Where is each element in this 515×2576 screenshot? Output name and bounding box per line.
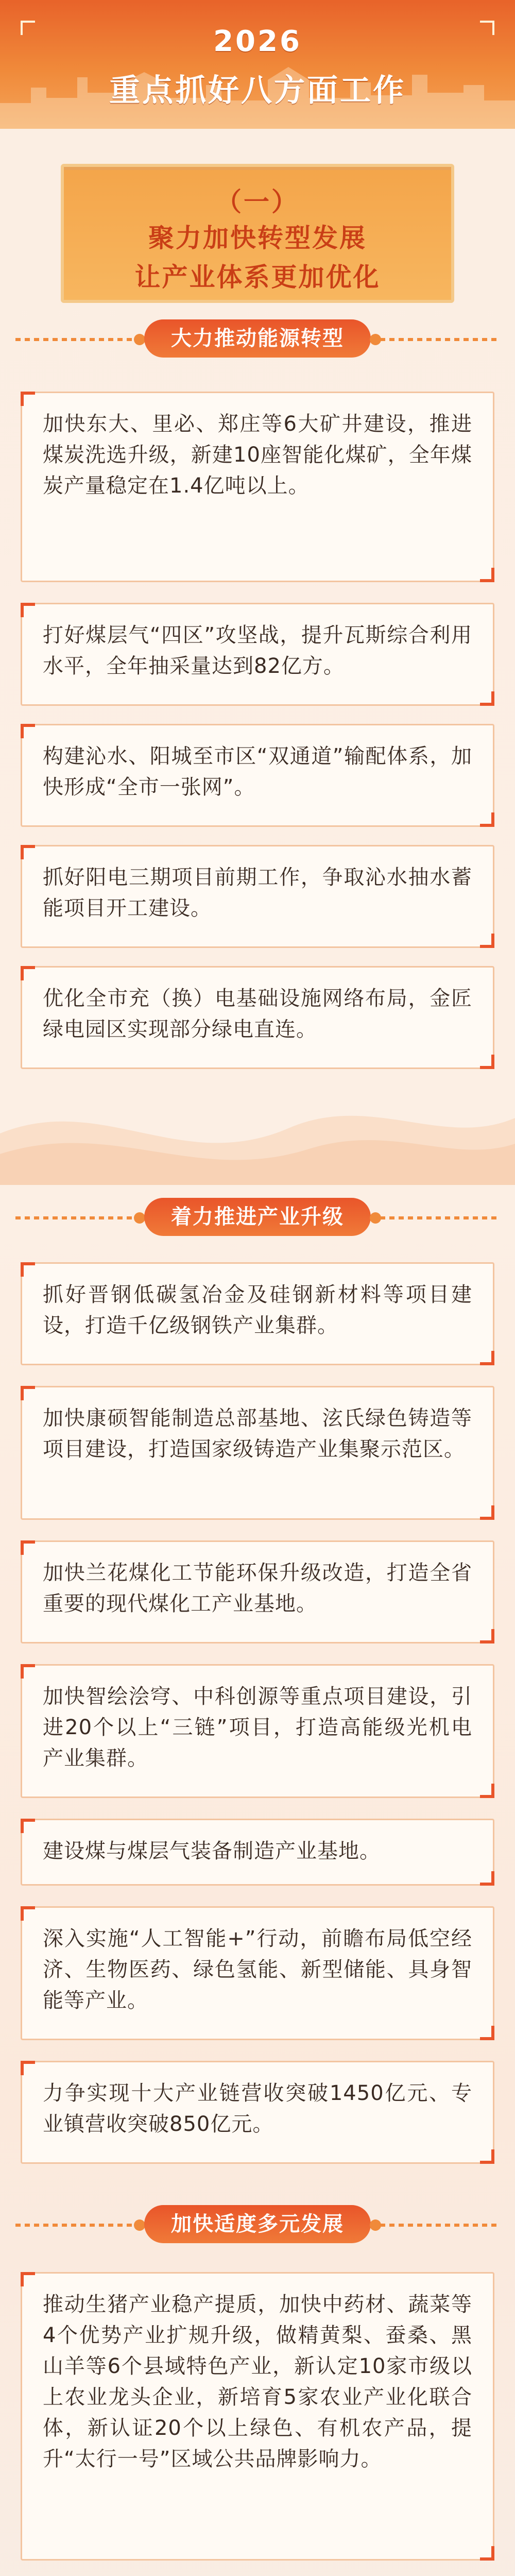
content-card: 加快智绘浍穹、中科创源等重点项目建设，引进20个以上“三链”项目，打造高能级光机电产业集群。 [21,1664,494,1798]
content-card: 抓好晋钢低碳氢冶金及硅钢新材料等项目建设，打造千亿级钢铁产业集群。 [21,1262,494,1365]
banner-line-1: 聚力加快转型发展 [148,223,367,253]
subsection-title: 大力推动能源转型 [144,319,371,358]
content-card: 优化全市充（换）电基础设施网络布局，金匠绿电园区实现部分绿电直连。 [21,966,494,1069]
wave-decoration [0,1072,515,1185]
divider-dot [134,2219,145,2231]
divider-line [371,338,500,341]
divider-line [371,1216,500,1219]
subsection-title: 加快适度多元发展 [144,2205,371,2243]
divider-dot [134,1212,145,1224]
subsection-title: 着力推进产业升级 [144,1198,371,1236]
divider-dot [134,334,145,345]
divider-line [371,2224,500,2227]
content-card: 深入实施“人工智能+”行动，前瞻布局低空经济、生物医药、绿色氢能、新型储能、具身智能等产业。 [21,1906,494,2040]
content-card: 建设煤与煤层气装备制造产业基地。 [21,1819,494,1886]
banner-number: （一） [216,187,299,217]
subsection-header [0,1198,515,1239]
divider-line [15,338,144,341]
content-card: 构建沁水、阳城至市区“双通道”输配体系，加快形成“全市一张网”。 [21,724,494,827]
banner-line-2: 让产业体系更加优化 [134,262,381,292]
divider-line [15,1216,144,1219]
header-banner [0,0,515,129]
subsection-header [0,319,515,361]
header-year: 2026 [213,25,302,58]
divider-line [15,2224,144,2227]
content-card: 加快东大、里必、郑庄等6大矿井建设，推进煤炭洗选升级，新建10座智能化煤矿，全年煤炭产量稳定在1.4亿吨以上。 [21,392,494,582]
content-card: 抓好阳电三期项目前期工作，争取沁水抽水蓄能项目开工建设。 [21,845,494,948]
content-card: 打好煤层气“四区”攻坚战，提升瓦斯综合利用水平，全年抽采量达到82亿方。 [21,603,494,706]
section-banner [61,164,454,303]
header-title: 重点抓好八方面工作 [109,73,406,109]
content-card: 加快兰花煤化工节能环保升级改造，打造全省重要的现代煤化工产业基地。 [21,1540,494,1643]
content-card: 推动生猪产业稳产提质，加快中药材、蔬菜等4个优势产业扩规升级，做精黄梨、蚕桑、黑山羊等6个县域特色产业，新认定10家市级以上农业龙头企业，新培育5家农业产业化联合体，新认证20个以上绿色、有机农产品，提升“太行一号”区域公共品牌影响力。 [21,2272,494,2561]
content-card: 加快康硕智能制造总部基地、泫氏绿色铸造等项目建设，打造国家级铸造产业集聚示范区。 [21,1386,494,1520]
content-card: 力争实现十大产业链营收突破1450亿元、专业镇营收突破850亿元。 [21,2061,494,2164]
subsection-header [0,2205,515,2246]
